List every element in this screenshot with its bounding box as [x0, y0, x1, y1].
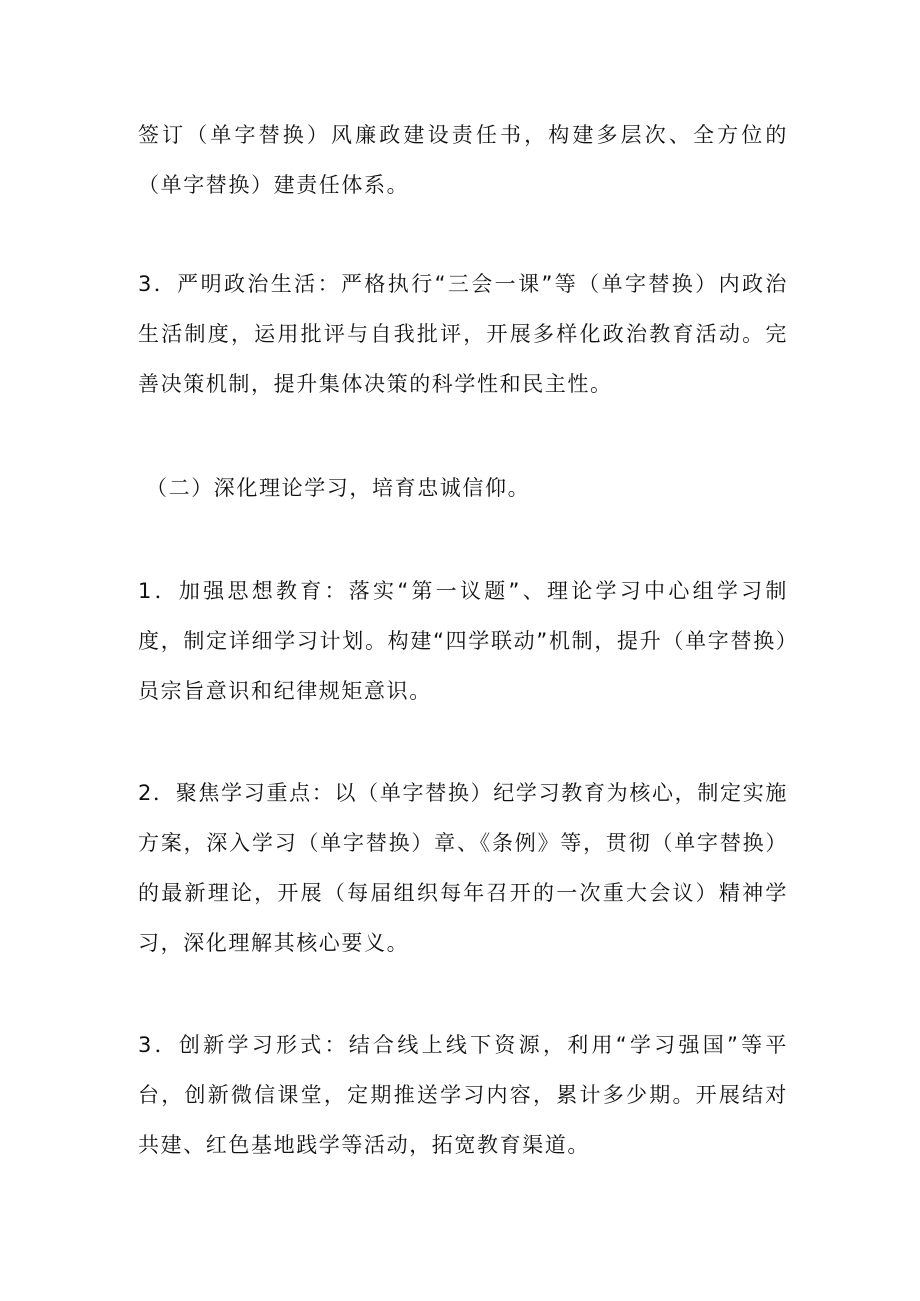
section-heading-theory-study: （二）深化理论学习，培育忠诚信仰。: [146, 476, 531, 500]
paragraph-political-life: 3．严明政治生活：严格执行“三会一课”等（单字替换）内政治生活制度，运用批评与自我批评，开展多样化政治教育活动。完善决策机制，提升集体决策的科学性和民主性。: [138, 272, 788, 396]
paragraph-study-innovation: 3．创新学习形式：结合线上线下资源，利用“学习强国”等平台，创新微信课堂，定期推送学习内容，累计多少期。开展结对共建、红色基地践学等活动，拓宽教育渠道。: [138, 1033, 788, 1157]
paragraph-responsibility-system: 签订（单字替换）风廉政建设责任书，构建多层次、全方位的（单字替换）建责任体系。: [138, 123, 788, 197]
paragraph-ideological-education: 1．加强思想教育：落实“第一议题”、理论学习中心组学习制度，制定详细学习计划。构建“四学联动”机制，提升（单字替换）员宗旨意识和纪律规矩意识。: [138, 579, 788, 703]
paragraph-study-focus: 2．聚焦学习重点：以（单字替换）纪学习教育为核心，制定实施方案，深入学习（单字替换）章、《条例》等，贯彻（单字替换）的最新理论，开展（每届组织每年召开的一次重大会议）精神学习，深化理解其核心要义。: [138, 781, 788, 955]
